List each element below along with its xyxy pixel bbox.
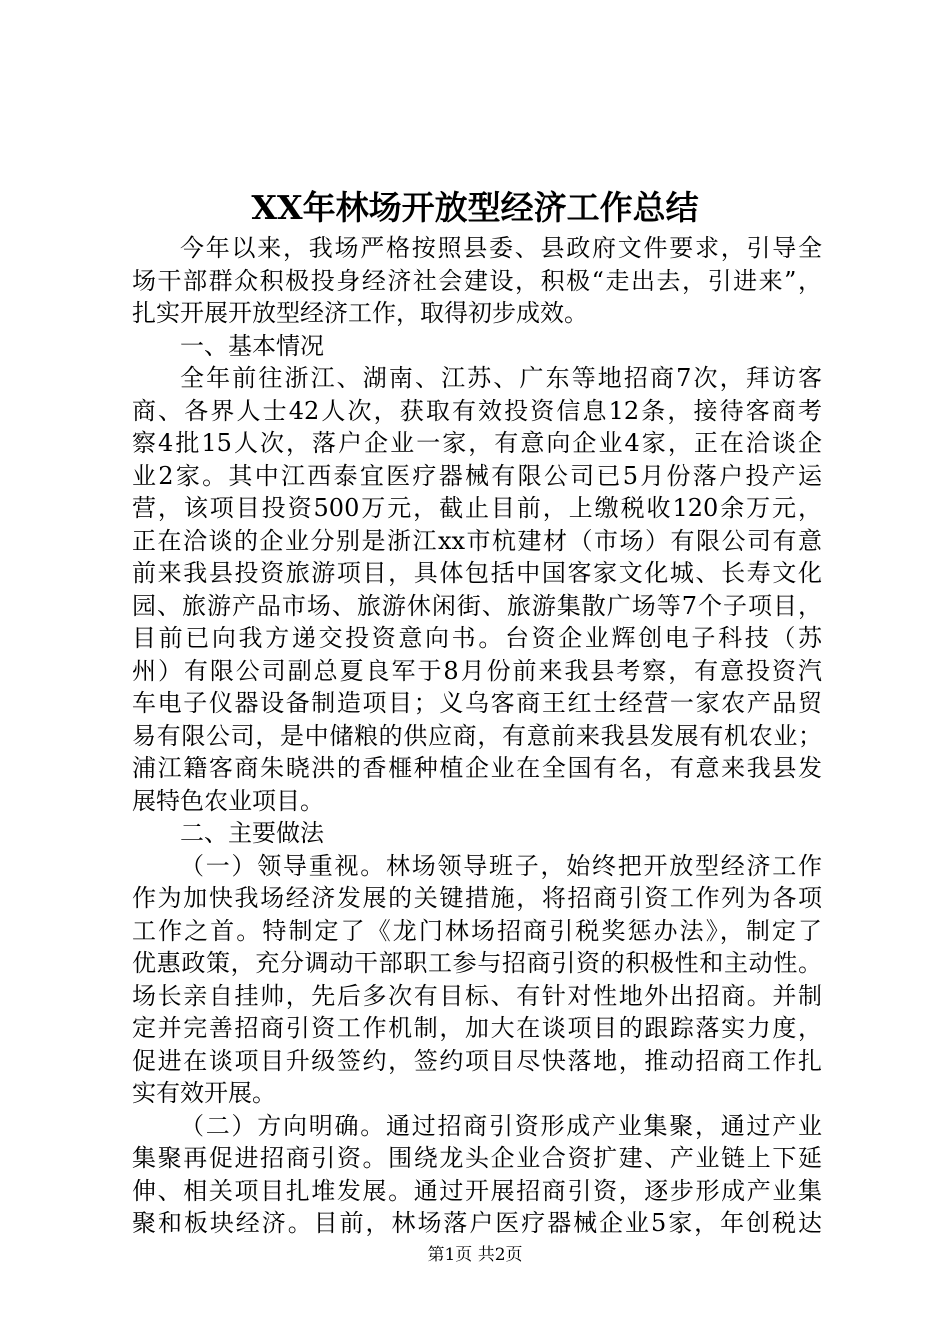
paragraph-line: 浦江籍客商朱晓洪的香榧种植企业在全国有名，有意来我县发 bbox=[132, 754, 822, 782]
paragraph-line: 业2家。其中江西泰宜医疗器械有限公司已5月份落户投产运 bbox=[132, 461, 822, 490]
paragraph-line: 工作之首。特制定了《龙门林场招商引税奖惩办法》，制定了 bbox=[132, 916, 822, 945]
section-heading: 一、基本情况 bbox=[180, 331, 324, 360]
paragraph-line: 前来我县投资旅游项目，具体包括中国客家文化城、长寿文化 bbox=[132, 559, 822, 587]
paragraph-line: 易有限公司，是中储粮的供应商，有意前来我县发展有机农业； bbox=[132, 721, 822, 750]
document-title: XX年林场开放型经济工作总结 bbox=[251, 188, 699, 227]
paragraph-line: （二）方向明确。通过招商引资形成产业集聚，通过产业 bbox=[180, 1111, 822, 1140]
paragraph-line: 察4批15人次，落户企业一家，有意向企业4家，正在洽谈企 bbox=[132, 429, 822, 457]
paragraph-line: 车电子仪器设备制造项目；义乌客商王红士经营一家农产品贸 bbox=[132, 689, 822, 717]
paragraph-line: 优惠政策，充分调动干部职工参与招商引资的积极性和主动性。 bbox=[132, 949, 822, 977]
paragraph-line: 营，该项目投资500万元，截止目前，上缴税收120余万元， bbox=[132, 494, 822, 522]
paragraph-line: 集聚再促进招商引资。围绕龙头企业合资扩建、产业链上下延 bbox=[132, 1144, 822, 1172]
paragraph-line: 全年前往浙江、湖南、江苏、广东等地招商7次，拜访客 bbox=[180, 364, 822, 392]
paragraph-line: 场干部群众积极投身经济社会建设，积极“走出去，引进来”， bbox=[132, 266, 822, 295]
paragraph-line: 作为加快我场经济发展的关键措施，将招商引资工作列为各项 bbox=[132, 884, 822, 912]
paragraph-line: 园、旅游产品市场、旅游休闲街、旅游集散广场等7个子项目， bbox=[132, 591, 822, 620]
paragraph-line: 正在洽谈的企业分别是浙江xx市杭建材（市场）有限公司有意 bbox=[132, 526, 822, 555]
page-number: 第1页 共2页 bbox=[427, 1245, 523, 1265]
paragraph-line: 聚和板块经济。目前，林场落户医疗器械企业5家，年创税达 bbox=[132, 1209, 822, 1237]
paragraph-line: 州）有限公司副总夏良军于8月份前来我县考察，有意投资汽 bbox=[132, 656, 822, 685]
paragraph-line: 今年以来，我场严格按照县委、县政府文件要求，引导全 bbox=[180, 234, 822, 262]
paragraph-line: 场长亲自挂帅，先后多次有目标、有针对性地外出招商。并制 bbox=[132, 981, 822, 1010]
paragraph-line: 伸、相关项目扎堆发展。通过开展招商引资，逐步形成产业集 bbox=[132, 1176, 822, 1205]
paragraph-line: 商、各界人士42人次，获取有效投资信息12条，接待客商考 bbox=[132, 396, 822, 425]
paragraph-line: 展特色农业项目。 bbox=[132, 786, 324, 815]
paragraph-line: 定并完善招商引资工作机制，加大在谈项目的跟踪落实力度， bbox=[132, 1014, 822, 1042]
document-body bbox=[132, 232, 822, 1240]
paragraph-line: 实有效开展。 bbox=[132, 1079, 276, 1107]
paragraph-line: 目前已向我方递交投资意向书。台资企业辉创电子科技（苏 bbox=[132, 624, 822, 652]
paragraph-line: 扎实开展开放型经济工作，取得初步成效。 bbox=[132, 299, 588, 327]
paragraph-line: （一）领导重视。林场领导班子，始终把开放型经济工作 bbox=[180, 851, 822, 880]
paragraph-line: 促进在谈项目升级签约，签约项目尽快落地，推动招商工作扎 bbox=[132, 1046, 822, 1075]
section-heading: 二、主要做法 bbox=[180, 819, 324, 847]
